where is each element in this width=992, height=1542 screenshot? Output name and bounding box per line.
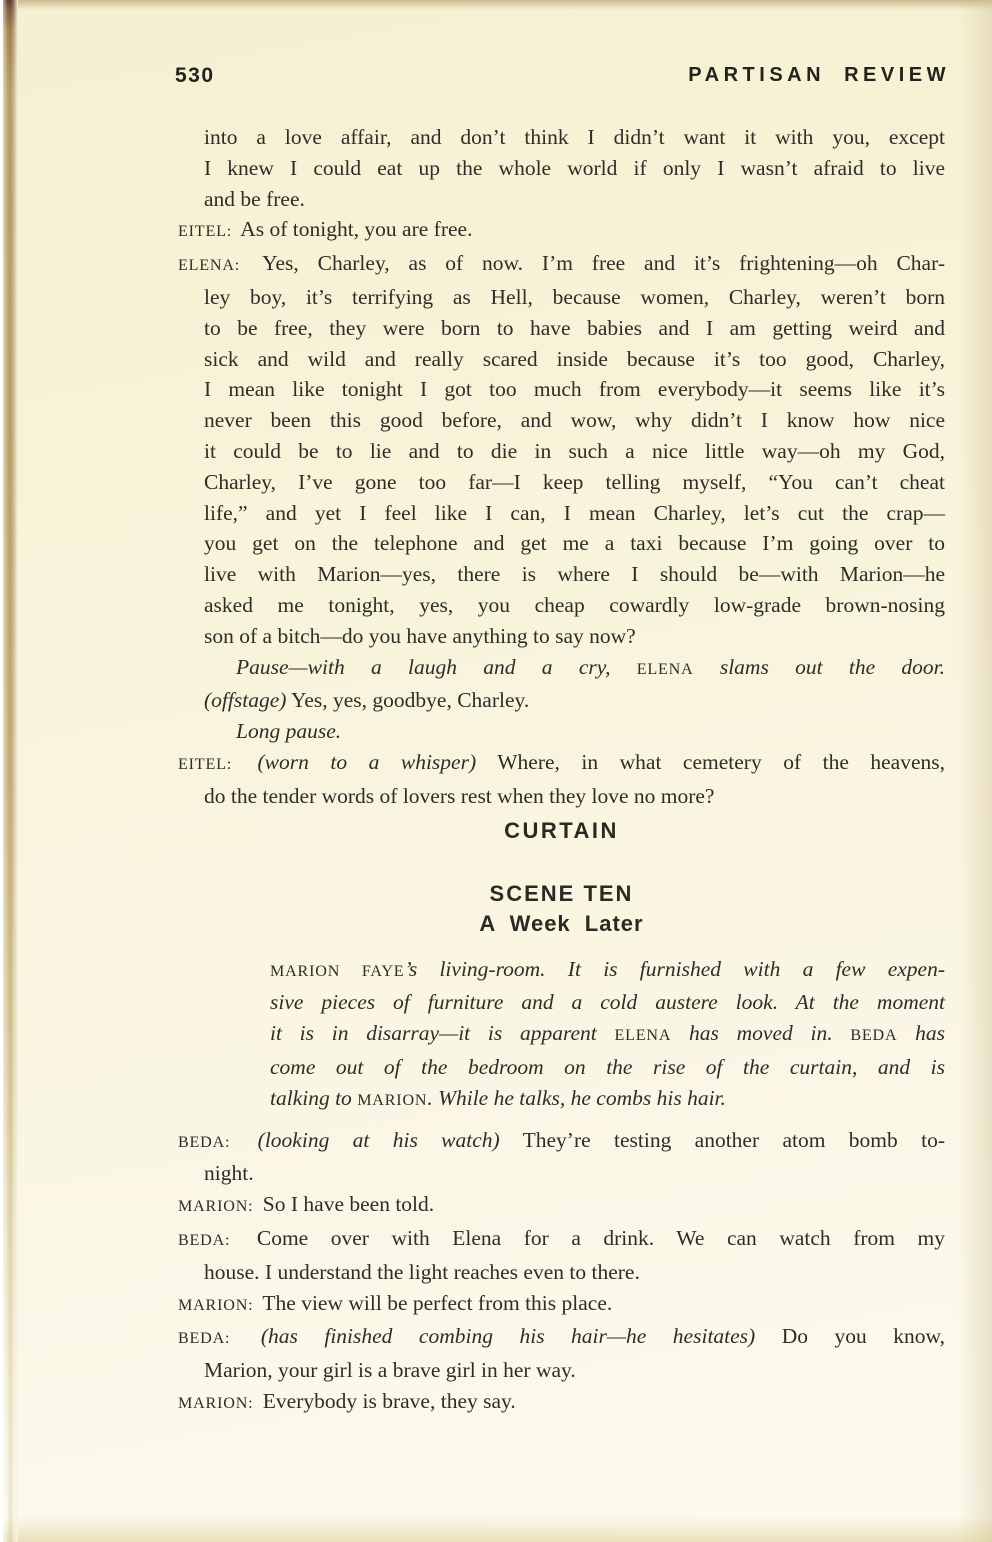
text-line <box>178 1257 945 1288</box>
dialogue-text: sick and wild and really scared inside because it’s too good, Charley, <box>204 346 945 371</box>
dialogue-text: As of tonight, you are free. <box>236 217 473 242</box>
text-line <box>178 747 945 781</box>
stage-direction-text: (looking at his watch) <box>234 1127 500 1152</box>
stage-direction-text: . While he talks, he combs his hair. <box>427 1085 726 1110</box>
text-line <box>178 1158 945 1189</box>
stage-direction-text: Long pause. <box>236 719 342 744</box>
stage-direction-text: sive pieces of furniture and a cold austere look. At the moment <box>270 990 945 1015</box>
text-line <box>178 248 945 282</box>
text-line <box>178 559 945 590</box>
dialogue-text: Marion, your girl is a brave girl in her way. <box>204 1358 576 1383</box>
direction-block <box>178 652 945 686</box>
speaker-label: BEDA: <box>178 1330 231 1348</box>
stage-direction-text: it is in disarray—it is apparent <box>270 1021 615 1046</box>
para-block <box>178 1321 945 1386</box>
stage-direction-text: Pause—with a laugh and a cry, <box>236 654 637 679</box>
text-line <box>178 1125 945 1159</box>
text-line <box>178 652 945 686</box>
para-block <box>178 1386 945 1420</box>
page-number: 530 <box>175 64 215 87</box>
text-line <box>178 1223 945 1257</box>
para-block <box>178 1189 945 1223</box>
text-line <box>178 1052 945 1083</box>
text-line <box>178 528 945 559</box>
speaker-label: BEDA: <box>178 1133 231 1151</box>
text-line <box>178 1355 945 1386</box>
dialogue-text: into a love affair, and don’t think I didn’t want it with you, except <box>204 125 945 149</box>
para-block <box>178 248 945 651</box>
dialogue-text: asked me tonight, yes, you cheap cowardly low-grade brown-nosing <box>204 592 945 617</box>
scene-heading-block: SCENE TEN <box>489 880 634 906</box>
dialogue-text: Everybody is brave, they say. <box>257 1388 516 1413</box>
text-line <box>178 621 945 652</box>
dialogue-text: live with Marion—yes, there is where I should be—with Marion—he <box>204 562 945 587</box>
dialogue-text: Yes, Charley, as of now. I’m free and it’s frightening—oh Char- <box>244 251 945 276</box>
text-line <box>178 282 945 313</box>
curtain-block: CURTAIN <box>504 817 619 843</box>
dialogue-text: house. I understand the light reaches even to there. <box>204 1259 640 1284</box>
dialogue-text: Yes, yes, goodbye, Charley. <box>286 688 530 713</box>
dialogue-text: Do you know, <box>755 1324 945 1349</box>
text-line <box>178 184 945 215</box>
text-line <box>178 1189 945 1223</box>
text-line <box>178 781 945 812</box>
text-line <box>178 436 945 467</box>
text-line <box>178 344 945 375</box>
speaker-label: MARION: <box>178 1394 254 1412</box>
speaker-label: EITEL: <box>178 223 233 241</box>
smallcaps-name: ELENA <box>614 1027 672 1045</box>
stage-direction-text: slams out the door. <box>693 654 945 679</box>
text-line <box>178 954 945 988</box>
text-line <box>178 1321 945 1355</box>
smallcaps-name: BEDA <box>850 1027 898 1045</box>
para-block <box>178 1288 945 1322</box>
stage-direction-text: (offstage) <box>204 688 287 713</box>
text-line <box>178 1288 945 1322</box>
text-line <box>178 1386 945 1420</box>
text-line <box>178 498 945 529</box>
dialogue-text: never been this good before, and wow, why didn’t I know how nice <box>204 408 945 433</box>
dialogue-text: The view will be perfect from this place. <box>257 1290 613 1315</box>
dialogue-text: son of a bitch—do you have anything to say now? <box>204 623 636 648</box>
page-top-shadow <box>0 0 992 10</box>
text-line <box>178 1083 945 1117</box>
stage-direction-text: (has finished combing his hair—he hesitates) <box>234 1324 756 1349</box>
para-block <box>178 214 945 248</box>
speaker-label: ELENA: <box>178 257 241 275</box>
speaker-label: BEDA: <box>178 1231 231 1249</box>
para-block <box>178 1125 945 1190</box>
dialogue-text: I knew I could eat up the whole world if only I wasn’t afraid to live <box>204 155 945 180</box>
page-bottom-shadow <box>0 1516 992 1542</box>
text-line <box>178 405 945 436</box>
stage-direction-text: talking to <box>270 1085 358 1110</box>
dialogue-text: life,” and yet I feel like I can, I mean Charley, let’s cut the crap— <box>204 500 945 525</box>
text-line <box>178 590 945 621</box>
text-line <box>178 467 945 498</box>
text-line <box>178 987 945 1018</box>
smallcaps-name: MARION <box>357 1091 428 1109</box>
book-binding-edge <box>3 0 18 1542</box>
para-block <box>178 1223 945 1288</box>
para-block <box>178 122 945 214</box>
dialogue-text: They’re testing another atom bomb to- <box>499 1127 945 1152</box>
text-line <box>178 153 945 184</box>
dialogue-text: to be free, they were born to have babies and I am getting weird and <box>204 315 945 340</box>
text-column <box>178 122 945 1420</box>
smallcaps-name: ELENA <box>636 660 694 678</box>
dialogue-text: it could be to lie and to die in such a nice little way—oh my God, <box>204 438 945 463</box>
dialogue-text: Charley, I’ve gone too far—I keep telling myself, “You can’t cheat <box>204 469 945 494</box>
stage-direction-text: ’s living-room. It is furnished with a few expen- <box>404 956 945 981</box>
dialogue-text: Where, in what cemetery of the heavens, <box>476 749 945 774</box>
stage-direction-text: has <box>897 1021 945 1046</box>
scene-direction-block <box>178 954 945 1117</box>
text-line <box>178 122 945 153</box>
page-right-shadow <box>958 0 992 1542</box>
para-block <box>178 685 945 716</box>
stage-direction-text: (worn to a whisper) <box>236 749 477 774</box>
running-head <box>175 64 950 88</box>
text-line <box>178 685 945 716</box>
speaker-label: MARION: <box>178 1296 254 1314</box>
stage-direction-text: has moved in. <box>671 1021 851 1046</box>
direction-block <box>178 716 945 747</box>
speaker-label: MARION: <box>178 1198 254 1216</box>
dialogue-text: I mean like tonight I got too much from everybody—it seems like it’s <box>204 377 945 402</box>
dialogue-text: do the tender words of lovers rest when they love no more? <box>204 783 715 808</box>
journal-title: PARTISAN REVIEW <box>688 64 950 86</box>
dialogue-text: night. <box>204 1161 254 1186</box>
text-line <box>178 214 945 248</box>
smallcaps-name: MARION FAYE <box>270 962 405 980</box>
speaker-label: EITEL: <box>178 755 233 773</box>
dialogue-text: Come over with Elena for a drink. We can watch from my <box>234 1225 945 1250</box>
dialogue-text: So I have been told. <box>257 1192 435 1217</box>
para-block <box>178 747 945 812</box>
dialogue-text: you get on the telephone and get me a taxi because I’m going over to <box>204 531 945 556</box>
scene-subheading-block: A Week Later <box>479 910 644 936</box>
text-line <box>178 716 945 747</box>
text-line <box>178 1018 945 1052</box>
dialogue-text: ley boy, it’s terrifying as Hell, because women, Charley, weren’t born <box>204 284 945 309</box>
text-line <box>178 313 945 344</box>
dialogue-text: and be free. <box>204 186 305 211</box>
text-line <box>178 374 945 405</box>
stage-direction-text: come out of the bedroom on the rise of the curtain, and is <box>270 1054 945 1079</box>
